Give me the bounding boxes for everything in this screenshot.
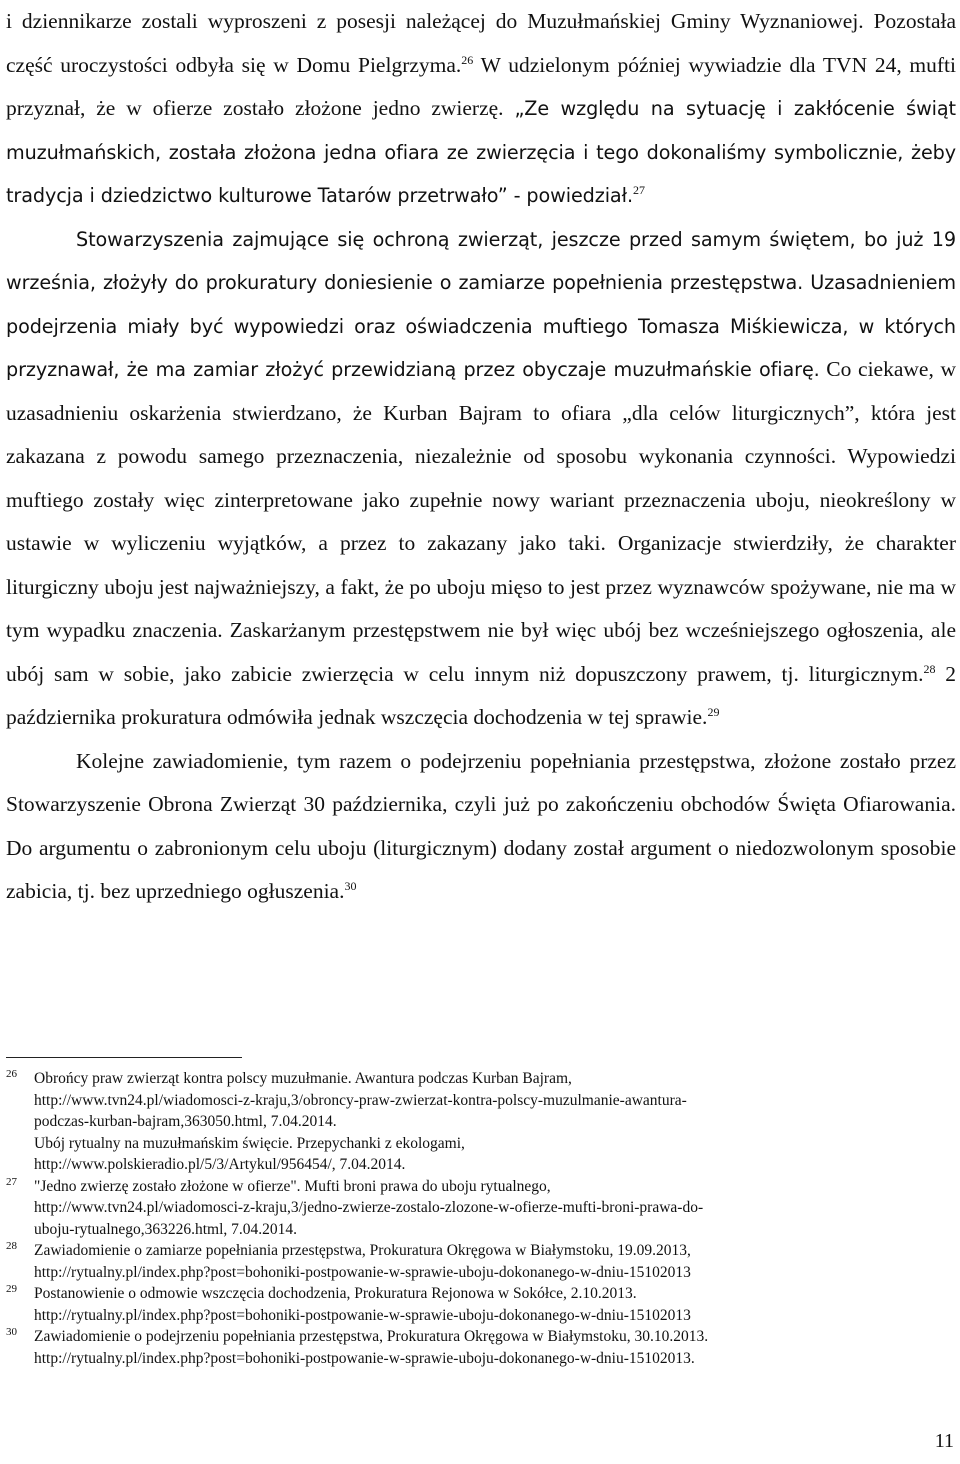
footnote-link[interactable]: http://rytualny.pl/index.php?post=bohoniki-postpowanie-w-sprawie-uboju-dokonanego-w-dniu-15102013	[34, 1263, 691, 1281]
footnote-link[interactable]: http://www.tvn24.pl/wiadomosci-z-kraju,3/obroncy-praw-zwierzat-kontra-polscy-muzulmanie-awantura-	[34, 1091, 687, 1109]
paragraph-2	[6, 218, 956, 740]
footnote-number: 28	[6, 1240, 17, 1252]
footnote-number: 30	[6, 1326, 17, 1338]
footnote-ref-30[interactable]: 30	[344, 879, 357, 893]
footnote-line: uboju-rytualnego,363226.html, 7.04.2014.	[34, 1220, 298, 1238]
footnote-ref-27[interactable]: 27	[632, 183, 645, 197]
paragraph-2-part-c: 2 października prokuratura odmówiła jednak wszczęcia dochodzenia w tej sprawie.	[6, 661, 957, 729]
footnote-line: Zawiadomienie o podejrzeniu popełniania przestępstwa, Prokuratura Okręgowa w Białymstoku, 30.10.2013.	[34, 1328, 709, 1345]
footnote-ref-29[interactable]: 29	[707, 705, 720, 719]
footnote-27	[6, 1176, 946, 1241]
document-page	[6, 0, 956, 914]
footnote-link[interactable]: http://rytualny.pl/index.php?post=bohoniki-postpowanie-w-sprawie-uboju-dokonanego-w-dniu-15102013	[34, 1306, 691, 1324]
footnote-line: Ubój rytualny na muzułmańskim święcie. Przepychanki z ekologami,	[34, 1134, 465, 1152]
footnote-ref-28[interactable]: 28	[923, 661, 936, 676]
footnote-number: 27	[6, 1175, 17, 1188]
body-text	[6, 0, 956, 914]
footnote-ref-26[interactable]: 26	[461, 52, 474, 67]
footnote-line: Obrońcy praw zwierząt kontra polscy muzułmanie. Awantura podczas Kurban Bajram,	[34, 1070, 572, 1087]
paragraph-1	[6, 0, 956, 218]
footnote-link[interactable]: http://www.polskieradio.pl/5/3/Artykul/956454/, 7.04.2014.	[34, 1156, 406, 1173]
footnote-line: Zawiadomienie o zamiarze popełniania przestępstwa, Prokuratura Okręgowa w Białymstoku, 19.09.2013,	[34, 1242, 691, 1259]
paragraph-1-part-a: i dziennikarze zostali wyproszeni z posesji należącej do Muzułmańskiej Gminy Wyznaniowej. Pozostała część uroczystości odbyła się w Domu Pielgrzyma.	[6, 9, 956, 77]
footnote-separator	[6, 1057, 242, 1058]
footnote-30	[6, 1326, 946, 1369]
paragraph-2-part-a: Stowarzyszenia zajmujące się ochroną zwierząt, jeszcze przed samym świętem, bo już 19 września, złożyły do prokuratury doniesienie o zamiarze popełnienia przestępstwa. Uzasadnieniem podejrzenia miały być wypowiedzi oraz oświadczenia muftiego Tomasza Miśkiewicza, w których przyznawał, że ma zamiar złożyć przewidzianą przez obyczaje muzułmańskie ofiarę.	[6, 227, 956, 381]
paragraph-1-part-b: W udzielonym później wywiadzie dla TVN 24, mufti przyznał, że w ofierze zostało złożone jedno zwierzę.	[6, 52, 956, 120]
footnote-link[interactable]: http://rytualny.pl/index.php?post=bohoniki-postpowanie-w-sprawie-uboju-dokonanego-w-dniu-15102013.	[34, 1349, 695, 1367]
footnote-26	[6, 1068, 946, 1176]
footnote-28	[6, 1240, 946, 1283]
page-number: 11	[934, 1430, 954, 1452]
footnote-number: 29	[6, 1283, 17, 1295]
footnote-29	[6, 1283, 946, 1326]
footnotes	[6, 1068, 946, 1369]
paragraph-3-text: Kolejne zawiadomienie, tym razem o podejrzeniu popełniania przestępstwa, złożone zostało przez Stowarzyszenie Obrona Zwierząt 30 października, czyli już po zakończeniu obchodów Święta Ofiarowania. Do argumentu o zabronionym celu uboju (liturgicznym) dodany został argument o niedozwolonym sposobie zabicia, tj. bez uprzedniego ogłuszenia.	[6, 748, 956, 903]
paragraph-2-part-b: Co ciekawe, w uzasadnieniu oskarżenia stwierdzano, że Kurban Bajram to ofiara „dla celów liturgicznych”, która jest zakazana z powodu samego przeznaczenia, niezależnie od sposobu wykonania czynności. Wypowiedzi muftiego zostały więc zinterpretowane jako zupełnie nowy wariant przeznaczenia uboju, nieokreślony w ustawie w wyliczeniu wyjątków, a przez to zakazany jako taki. Organizacje stwierdziły, że charakter liturgiczny uboju jest najważniejszy, a fakt, że po uboju mięso to jest przez wyznawców spożywane, nie ma w tym wypadku znaczenia. Zaskarżanym przestępstwem nie był więc ubój bez wcześniejszego ogłoszenia, ale ubój sam w sobie, jako zabicie zwierzęcia w celu innym niż dopuszczony prawem, tj. liturgicznym.	[6, 357, 956, 686]
paragraph-3	[6, 740, 956, 914]
footnote-link[interactable]: http://www.tvn24.pl/wiadomosci-z-kraju,3/jedno-zwierze-zostalo-zlozone-w-ofierze-mufti-broni-prawa-do-	[34, 1199, 704, 1216]
footnote-line: Postanowienie o odmowie wszczęcia dochodzenia, Prokuratura Rejonowa w Sokółce, 2.10.2013.	[34, 1285, 637, 1302]
footnote-number: 26	[6, 1068, 17, 1080]
footnote-line: podczas-kurban-bajram,363050.html, 7.04.2014.	[34, 1113, 337, 1130]
footnote-line: "Jedno zwierzę zostało złożone w ofierze". Mufti broni prawa do uboju rytualnego,	[34, 1177, 551, 1195]
quote-mufti: „Ze względu na sytuację i zakłócenie świąt muzułmańskich, została złożona jedna ofiara ze zwierzęcia i tego dokonaliśmy symbolicznie, żeby tradycja i dziedzictwo kulturowe Tatarów przetrwało” - powiedział.	[6, 97, 956, 207]
